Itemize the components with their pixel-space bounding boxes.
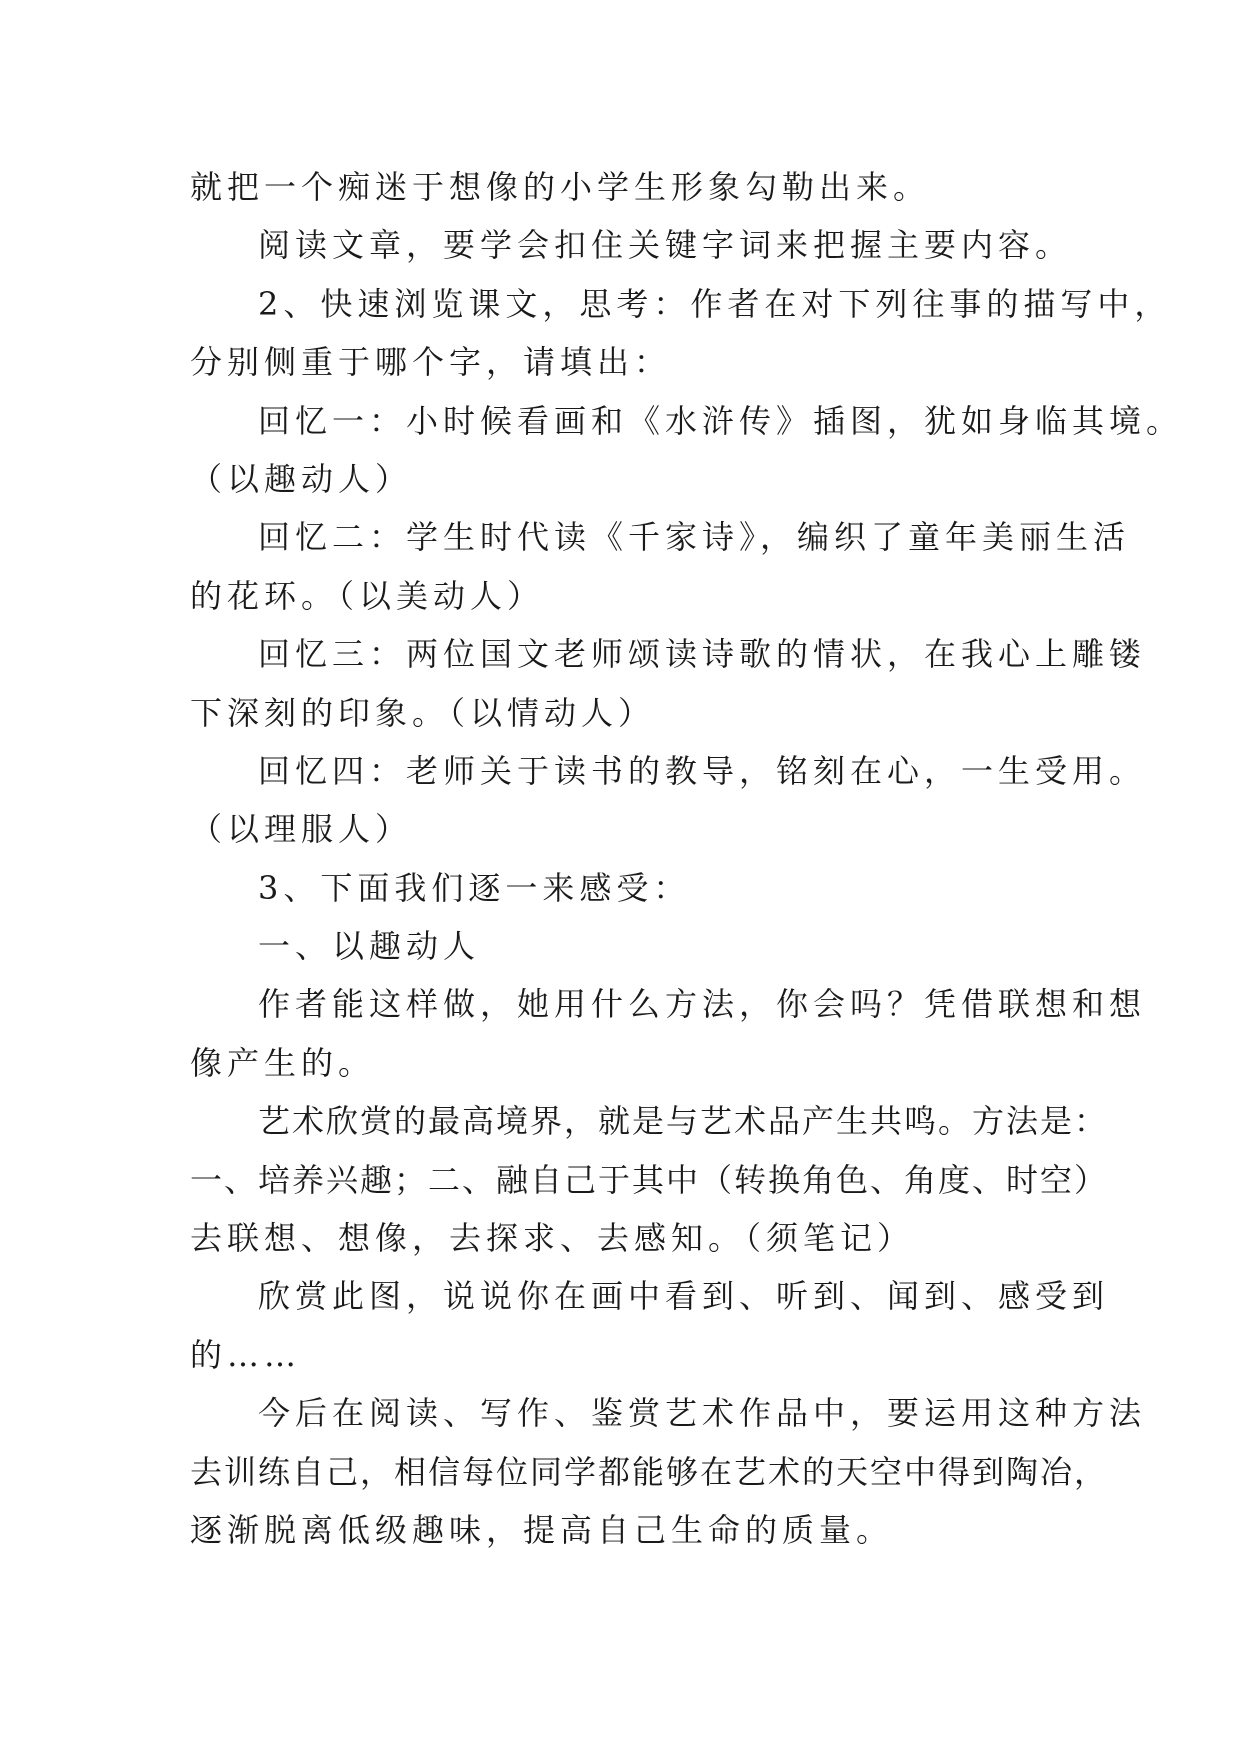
text-line: （以趣动人） xyxy=(190,459,413,498)
text-line: 作者能这样做，她用什么方法，你会吗？凭借联想和想 xyxy=(258,985,1147,1024)
text-line: 回忆二：学生时代读《千家诗》，编织了童年美丽生活 xyxy=(258,518,1131,557)
text-line: 逐渐脱离低级趣味，提高自己生命的质量。 xyxy=(190,1510,894,1549)
text-line: 一、以趣动人 xyxy=(258,927,481,966)
text-line: 的…… xyxy=(190,1335,302,1374)
document-body xyxy=(190,158,1184,1559)
text-line: 艺术欣赏的最高境界，就是与艺术品产生共鸣。方法是： xyxy=(258,1102,1109,1141)
text-line: 下深刻的印象。（以情动人） xyxy=(190,693,656,732)
text-line: 去联想、想像，去探求、去感知。（须笔记） xyxy=(190,1219,915,1258)
text-line: （以理服人） xyxy=(190,810,413,849)
text-line: 分别侧重于哪个字，请填出： xyxy=(190,343,672,382)
text-line: 去训练自己，相信每位同学都能够在艺术的天空中得到陶冶， xyxy=(190,1452,1109,1491)
text-line: 像产生的。 xyxy=(190,1043,376,1082)
text-line: 2、快速浏览课文，思考：作者在对下列往事的描写中， xyxy=(258,284,1172,323)
text-line: 阅读文章，要学会扣住关键字词来把握主要内容。 xyxy=(258,226,1073,265)
text-line: 回忆四：老师关于读书的教导，铭刻在心，一生受用。 xyxy=(258,751,1147,790)
text-line: 3、下面我们逐一来感受： xyxy=(258,868,691,907)
text-line: 就把一个痴迷于想像的小学生形象勾勒出来。 xyxy=(190,168,931,206)
text-line: 回忆一：小时候看画和《水浒传》插图，犹如身临其境。 xyxy=(258,401,1184,440)
text-line: 欣赏此图，说说你在画中看到、听到、闻到、感受到 xyxy=(258,1277,1110,1316)
text-line: 的花环。（以美动人） xyxy=(190,576,545,615)
text-line: 今后在阅读、写作、鉴赏艺术作品中，要运用这种方法 xyxy=(258,1394,1147,1433)
text-line: 回忆三：两位国文老师颂读诗歌的情状，在我心上雕镂 xyxy=(258,635,1147,674)
text-line: 一、培养兴趣；二、融自己于其中（转换角色、角度、时空） xyxy=(190,1160,1109,1199)
